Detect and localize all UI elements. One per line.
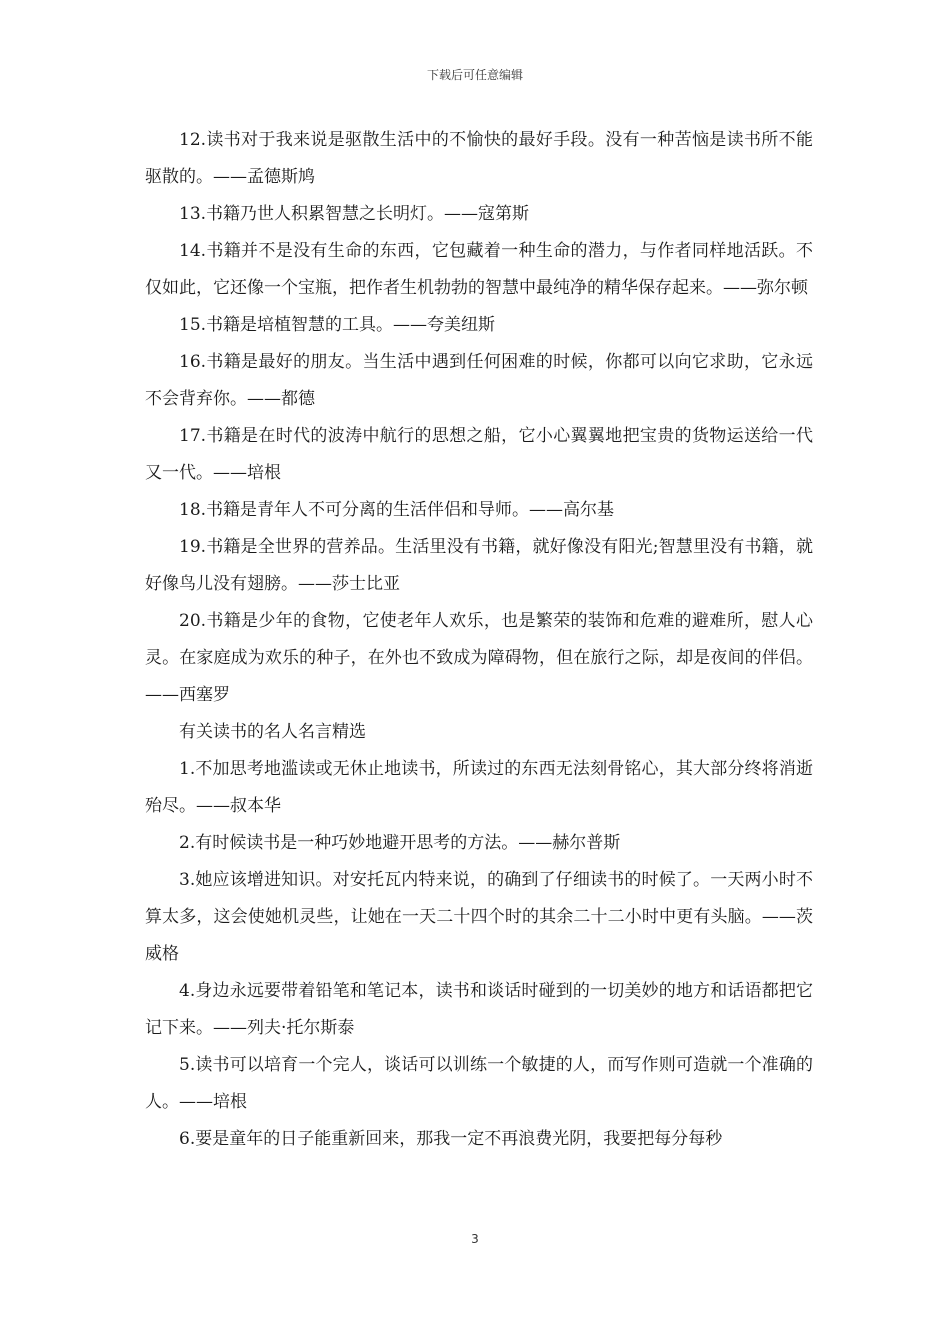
quote-paragraph: 12.读书对于我来说是驱散生活中的不愉快的最好手段。没有一种苦恼是读书所不能驱散的。——孟德斯鸠 [145,130,813,187]
quote-paragraph: 13.书籍乃世人积累智慧之长明灯。——寇第斯 [179,204,530,224]
quote-paragraph: 14.书籍并不是没有生命的东西，它包藏着一种生命的潜力，与作者同样地活跃。不仅如此，它还像一个宝瓶，把作者生机勃勃的智慧中最纯净的精华保存起来。——弥尔顿 [145,241,813,298]
page-number: 3 [471,1232,479,1246]
quote-paragraph: 5.读书可以培育一个完人，谈话可以训练一个敏捷的人，而写作则可造就一个准确的人。——培根 [145,1055,813,1112]
quote-paragraph: 20.书籍是少年的食物，它使老年人欢乐，也是繁荣的装饰和危难的避难所，慰人心灵。在家庭成为欢乐的种子，在外也不致成为障碍物，但在旅行之际，却是夜间的伴侣。——西塞罗 [145,611,813,705]
document-body [145,122,813,1158]
quote-paragraph: 16.书籍是最好的朋友。当生活中遇到任何困难的时候，你都可以向它求助，它永远不会背弃你。——都德 [145,352,813,409]
quote-paragraph: 4.身边永远要带着铅笔和笔记本，读书和谈话时碰到的一切美妙的地方和话语都把它记下来。——列夫·托尔斯泰 [145,981,813,1038]
quote-paragraph: 6.要是童年的日子能重新回来，那我一定不再浪费光阴，我要把每分每秒 [179,1129,723,1149]
quote-paragraph: 3.她应该增进知识。对安托瓦内特来说，的确到了仔细读书的时候了。一天两小时不算太多，这会使她机灵些，让她在一天二十四个时的其余二十二小时中更有头脑。——茨威格 [145,870,813,964]
page-header: 下载后可任意编辑 [426,68,523,82]
quote-paragraph: 2.有时候读书是一种巧妙地避开思考的方法。——赫尔普斯 [179,833,621,853]
quote-paragraph: 1.不加思考地滥读或无休止地读书，所读过的东西无法刻骨铭心，其大部分终将消逝殆尽。——叔本华 [145,759,813,816]
quote-paragraph: 17.书籍是在时代的波涛中航行的思想之船，它小心翼翼地把宝贵的货物运送给一代又一代。——培根 [145,426,813,483]
quote-paragraph: 18.书籍是青年人不可分离的生活伴侣和导师。——高尔基 [179,500,615,520]
quote-paragraph: 19.书籍是全世界的营养品。生活里没有书籍，就好像没有阳光;智慧里没有书籍，就好像鸟儿没有翅膀。——莎士比亚 [145,537,813,594]
section-heading: 有关读书的名人名言精选 [179,722,366,742]
quote-paragraph: 15.书籍是培植智慧的工具。——夸美纽斯 [179,315,496,335]
